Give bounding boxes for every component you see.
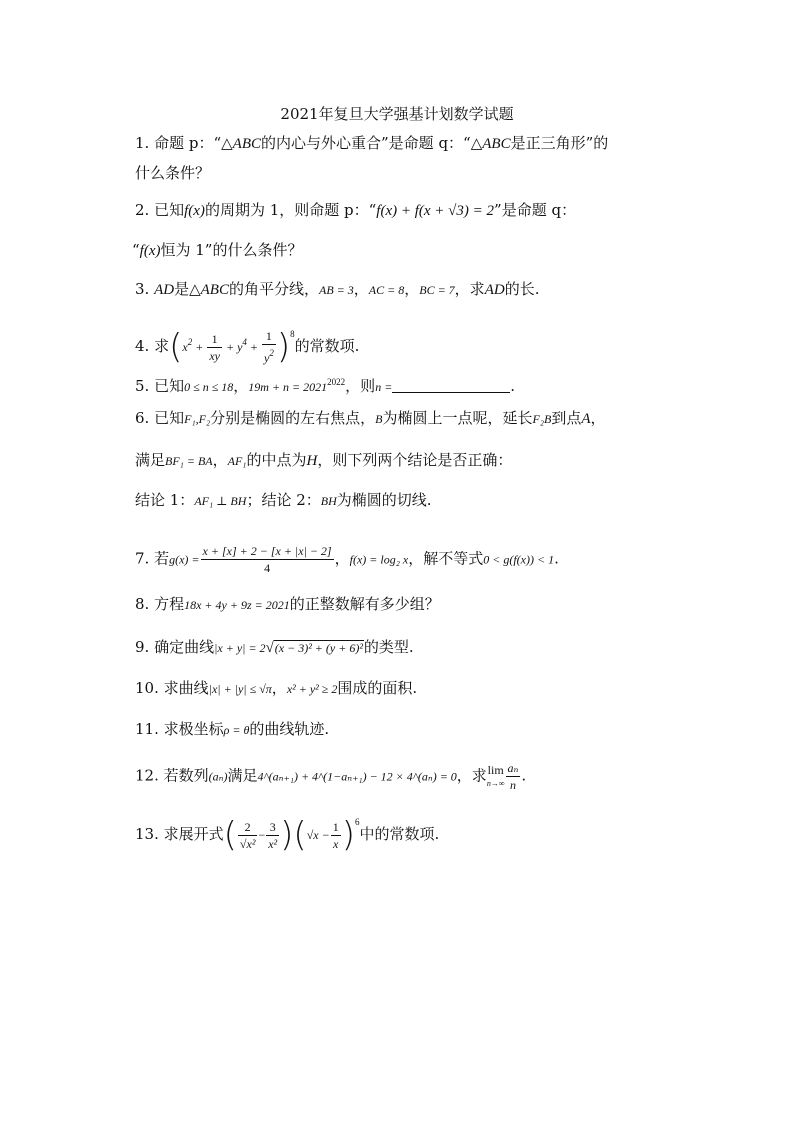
limit-operator: lim n→∞ — [486, 762, 505, 788]
question-number: 8. — [135, 595, 150, 613]
question-1-continued: 什么条件？ — [135, 164, 211, 182]
question-number: 12. — [135, 766, 159, 785]
answer-blank — [392, 378, 510, 393]
fraction: $\frac{x + [x] + 2 - [x + |x| - 2]}{4}$ — [202, 544, 332, 575]
question-number: 6. — [135, 409, 150, 427]
question-number: 5. — [135, 377, 150, 395]
question-6-line-3: 结论 1：AF₁ ⊥ BH；结论 2：BH为椭圆的切线. — [135, 491, 432, 509]
question-12: 12. 若数列(aₙ)满足4^(aₙ₊₁) + 4^(1−aₙ₊₁) − 12 × 4^(aₙ) = 0，求 lim n→∞ $\frac{\text{aₙ}}{n}$ . — [135, 761, 527, 792]
question-number: 1. — [135, 134, 150, 152]
question-number: 7. — [135, 549, 150, 568]
question-11: 11. 求极坐标ρ = θ的曲线轨迹. — [135, 720, 330, 738]
question-number: 9. — [135, 638, 150, 656]
question-number: 4. — [135, 337, 150, 355]
question-3: 3. AD是△ABC的角平分线，AB = 3，AC = 8，BC = 7，求AD的长. — [135, 280, 540, 298]
question-9: 9. 确定曲线|x + y| = 2√(x − 3)² + (y + 6)²的类型. — [135, 638, 414, 656]
question-7: 7. 若g(x) = $\frac{x + [x] + 2 - [x + |x| - 2]}{4}$ ，f(x) = log₂ x，解不等式0 < g(f(x)) < 1. — [135, 544, 559, 575]
question-number: 13. — [135, 825, 159, 843]
question-4: 4. 求($x^2$ + $\frac{1}{xy}$ + $y^4$ + $\frac{1}{y^2}$ )$^8$的常数项. — [135, 327, 360, 367]
question-number: 10. — [135, 679, 159, 697]
question-number: 11. — [135, 720, 159, 738]
page-title: 2021年复旦大学强基计划数学试题 — [280, 105, 514, 123]
question-1: 1. 命题 p：“△ABC的内心与外心重合”是命题 q：“△ABC是正三角形”的 — [135, 134, 609, 152]
question-8: 8. 方程18x + 4y + 9z = 2021的正整数解有多少组？ — [135, 595, 440, 613]
question-10: 10. 求曲线|x| + |y| ≤ √π，x² + y² ≥ 2围成的面积. — [135, 679, 418, 697]
question-2: 2. 已知f(x)的周期为 1，则命题 p：“f(x) + f(x + √3) = 2”是命题 q： — [135, 201, 577, 219]
question-13: 13. 求展开式( $\frac{2}{\text{√x²}}$ − $\frac{3}{\text{x²}}$ )(√x − $\frac{1}{x}$ )$^6$中的常数项. — [135, 815, 440, 855]
question-6: 6. 已知F₁,F₂分别是椭圆的左右焦点，B为椭圆上一点呢，延长F₂B到点A， — [135, 409, 606, 427]
question-6-line-2: 满足BF₁ = BA，AF₁的中点为H，则下列两个结论是否正确： — [135, 451, 513, 469]
question-5: 5. 已知0 ≤ n ≤ 18，$19m + n = 2021^{2022}$，则n = . — [135, 377, 516, 395]
question-number: 2. — [135, 201, 150, 219]
question-number: 3. — [135, 280, 150, 298]
question-2-continued: “f(x)恒为 1”的什么条件？ — [132, 241, 303, 259]
